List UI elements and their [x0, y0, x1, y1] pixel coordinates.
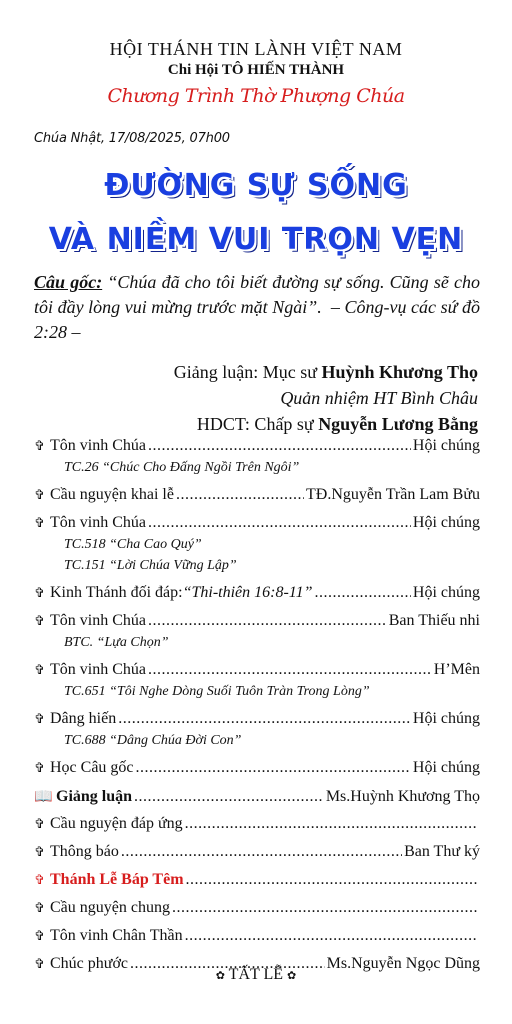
cross-icon: ✞: [34, 516, 45, 531]
cross-icon: ✞: [34, 873, 45, 888]
order-item-label: Giảng luận: [56, 788, 133, 805]
dot-leader: [148, 612, 387, 630]
dot-leader: [136, 759, 411, 777]
order-item: [34, 612, 480, 635]
cross-icon: ✞: [34, 817, 45, 832]
order-item: [34, 710, 480, 733]
dot-leader: [118, 710, 411, 728]
order-item-leader: Hội chúng: [412, 514, 480, 531]
order-item: [34, 514, 480, 537]
order-item-label: Tôn vinh Chúa: [50, 437, 146, 454]
memory-verse-text: “Chúa đã cho tôi biết đường sự sống. Cũng sẽ cho tôi đầy lòng vui mừng trước mặt Ngài”.: [34, 272, 480, 317]
sermon-title-line-1: ĐƯỜNG SỰ SỐNG: [104, 168, 408, 203]
memory-verse: [34, 270, 480, 345]
order-item-leader: Hội chúng: [412, 584, 480, 601]
order-item-leader: Hội chúng: [412, 759, 480, 776]
order-item-label: Chúc phước: [50, 955, 129, 972]
flower-ornament-icon: ✿: [287, 969, 297, 982]
cross-icon: ✞: [34, 957, 45, 972]
host-name: Nguyễn Lương Bằng: [318, 414, 478, 434]
cross-icon: ✞: [34, 929, 45, 944]
sermon-title-line-2: VÀ NIỀM VUI TRỌN VẸN: [48, 222, 464, 257]
host-line: [174, 411, 478, 437]
dot-leader: [186, 871, 478, 889]
order-item-leader: Ms.Huỳnh Khương Thọ: [325, 788, 480, 805]
order-item-leader: Ban Thư ký: [404, 843, 480, 860]
dot-leader: [148, 661, 432, 679]
hymn-reference: TC.518 “Cha Cao Quý”: [64, 537, 202, 552]
dot-leader: [185, 927, 478, 945]
dot-leader: [315, 584, 411, 602]
order-item-label: Kinh Thánh đối đáp:: [50, 584, 183, 601]
program-title: Chương Trình Thờ Phượng Chúa: [107, 85, 405, 107]
order-item-label: Cầu nguyện chung: [50, 899, 170, 916]
preacher-line: [174, 359, 478, 385]
order-item-leader: Ms.Nguyễn Ngọc Dũng: [326, 955, 480, 972]
cross-icon: ✞: [34, 663, 45, 678]
closing-text: TẤT LỄ: [228, 966, 284, 983]
cross-icon: ✞: [34, 614, 45, 629]
hymn-reference: BTC. “Lựa Chọn”: [64, 635, 169, 650]
order-item-label: Thánh Lễ Báp Têm: [50, 871, 184, 888]
order-item-label: Thông báo: [50, 843, 119, 860]
cross-icon: ✞: [34, 761, 45, 776]
cross-icon: ✞: [34, 488, 45, 503]
order-item-leader: Hội chúng: [412, 710, 480, 727]
flower-ornament-icon: ✿: [215, 969, 225, 982]
church-name: HỘI THÁNH TIN LÀNH VIỆT NAM: [109, 39, 403, 59]
order-of-service: [34, 437, 480, 983]
order-item-label: Tôn vinh Chân Thần: [50, 927, 183, 944]
preacher-block: [174, 359, 478, 437]
order-item: [34, 437, 480, 460]
order-item: [34, 843, 480, 866]
order-item-leader: TĐ.Nguyễn Trần Lam Bửu: [306, 486, 480, 503]
cross-icon: ✞: [34, 901, 45, 916]
order-item: [34, 871, 480, 894]
memory-verse-reference: – Công-vụ các sứ đồ 2:28 –: [34, 297, 480, 342]
dot-leader: [134, 788, 324, 806]
service-date: Chúa Nhật, 17/08/2025, 07h00: [34, 131, 230, 146]
order-item-leader: H’Mên: [433, 661, 480, 678]
order-item-label: Cầu nguyện đáp ứng: [50, 815, 183, 832]
order-item: [34, 815, 480, 838]
order-item: [34, 787, 480, 810]
hymn-reference: TC.688 “Dâng Chúa Đời Con”: [64, 733, 242, 748]
order-item-label: Học Câu gốc: [50, 759, 134, 776]
bulletin-header: [0, 0, 512, 110]
order-item-label: Tôn vinh Chúa: [50, 514, 146, 531]
order-item-leader: Hội chúng: [412, 437, 480, 454]
cross-icon: ✞: [34, 845, 45, 860]
order-item-label: Cầu nguyện khai lễ: [50, 486, 174, 503]
dot-leader: [185, 815, 478, 833]
cross-icon: ✞: [34, 586, 45, 601]
memory-verse-label: Câu gốc:: [34, 272, 103, 292]
order-item-leader: Ban Thiếu nhi: [388, 612, 480, 629]
preacher-name: Huỳnh Khương Thọ: [321, 362, 478, 382]
order-item-scripture: “Thi-thiên 16:8-11”: [182, 584, 313, 601]
cross-icon: ✞: [34, 712, 45, 727]
order-item: [34, 661, 480, 684]
hymn-reference: TC.651 “Tôi Nghe Dòng Suối Tuôn Tràn Trong Lòng”: [64, 684, 370, 699]
dot-leader: [148, 514, 411, 532]
order-item: [34, 584, 480, 607]
order-item: [34, 486, 480, 509]
order-item-label: Dâng hiến: [50, 710, 117, 727]
hymn-reference: TC.26 “Chúc Cho Đấng Ngồi Trên Ngôi”: [64, 460, 300, 475]
cross-icon: ✞: [34, 439, 45, 454]
preacher-position: Quản nhiệm HT Bình Châu: [280, 388, 478, 408]
dot-leader: [172, 899, 478, 917]
host-role: HDCT: Chấp sự: [196, 414, 319, 434]
hymn-reference: TC.151 “Lời Chúa Vững Lập”: [64, 558, 237, 573]
order-item-label: Tôn vinh Chúa: [50, 661, 146, 678]
order-item: [34, 899, 480, 922]
order-item-label: Tôn vinh Chúa: [50, 612, 146, 629]
branch-name: Chi Hội TÔ HIẾN THÀNH: [167, 62, 345, 78]
open-book-icon: 📖: [34, 787, 53, 805]
order-item: [34, 759, 480, 782]
dot-leader: [176, 486, 304, 504]
preacher-role: Giảng luận: Mục sư: [173, 362, 322, 382]
dot-leader: [148, 437, 411, 455]
order-item: [34, 927, 480, 950]
dot-leader: [121, 843, 402, 861]
closing: [0, 966, 512, 984]
